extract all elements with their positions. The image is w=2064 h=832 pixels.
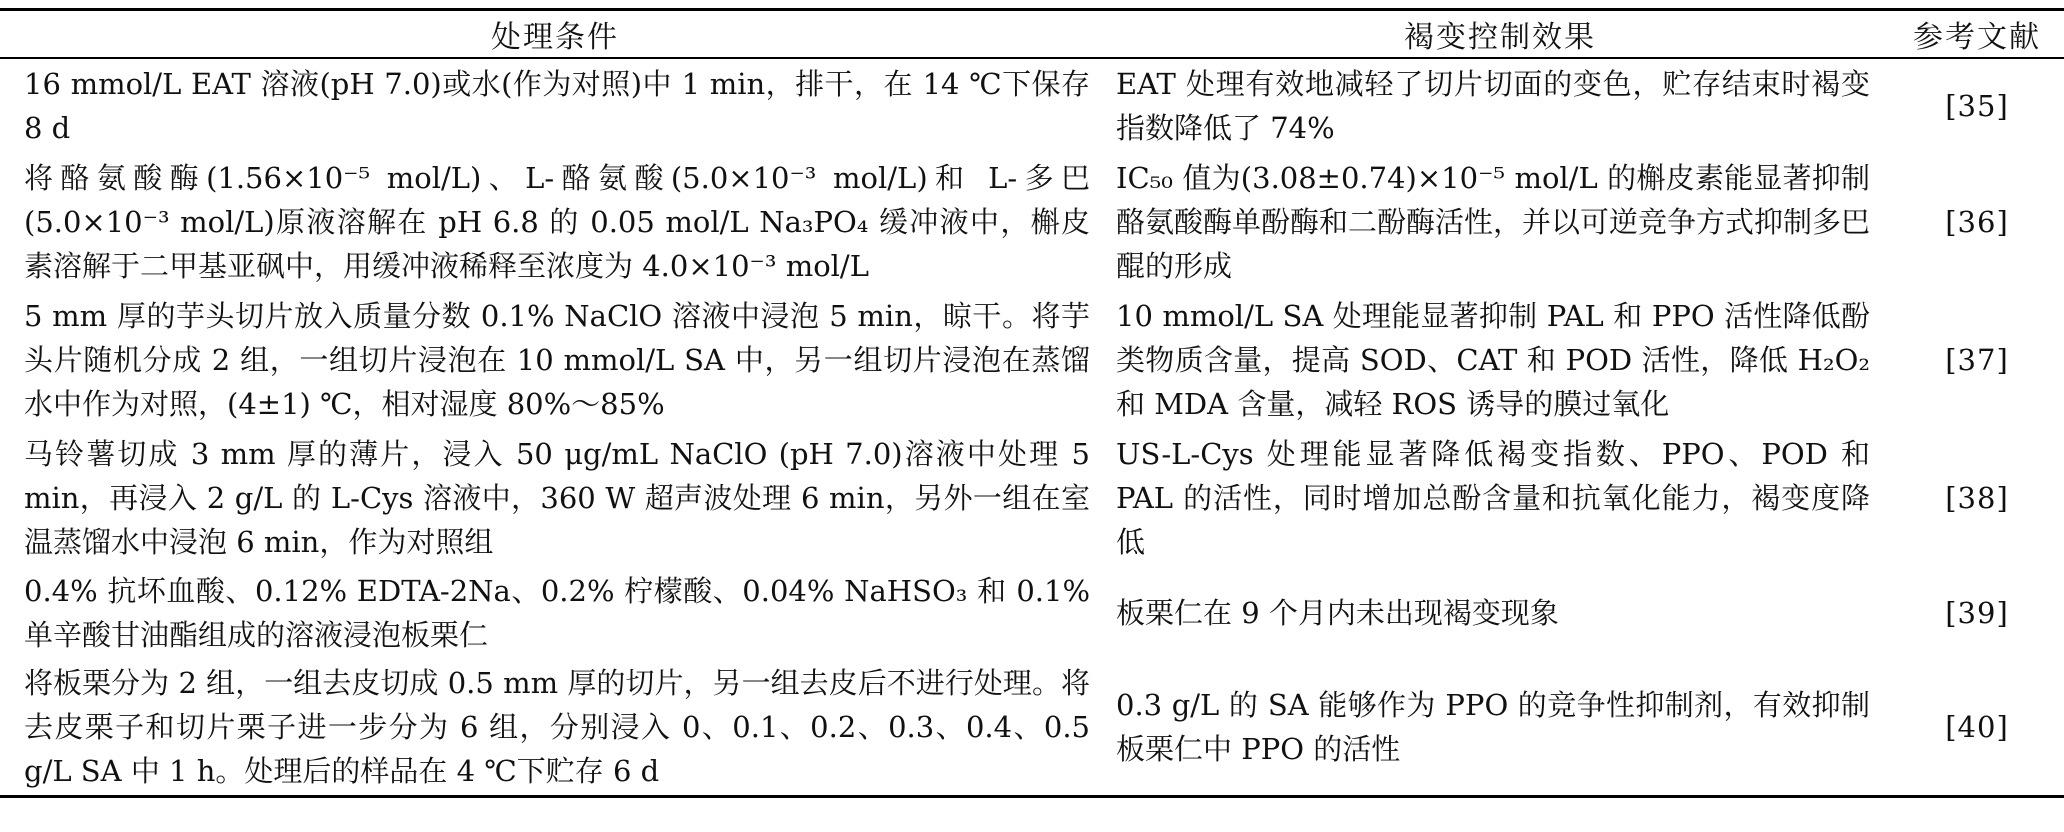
table-header-row <box>0 10 2064 59</box>
header-effect: 褐变控制效果 <box>1404 20 1596 55</box>
table-row <box>0 429 2064 567</box>
condition-cell: 0.4% 抗坏血酸、0.12% EDTA-2Na、0.2% 柠檬酸、0.04% NaHSO₃ 和 0.1% 单辛酸甘油酯组成的溶液浸泡板栗仁 <box>24 574 1090 652</box>
condition-cell: 马铃薯切成 3 mm 厚的薄片，浸入 50 μg/mL NaClO (pH 7.0)溶液中处理 5 min，再浸入 2 g/L 的 L-Cys 溶液中，360 W 超声波处理 6 min，另外一组在室温蒸馏水中浸泡 6 min，作为对照组 <box>24 437 1090 559</box>
table-row <box>0 153 2064 291</box>
condition-cell: 5 mm 厚的芋头切片放入质量分数 0.1% NaClO 溶液中浸泡 5 min，晾干。将芋头片随机分成 2 组，一组切片浸泡在 10 mmol/L SA 中，另一组切片浸泡在蒸馏水中作为对照，(4±1) ℃，相对湿度 80%～85% <box>24 299 1090 421</box>
table-row <box>0 58 2064 153</box>
effect-cell: 0.3 g/L 的 SA 能够作为 PPO 的竞争性抑制剂，有效抑制板栗仁中 PPO 的活性 <box>1116 688 1870 766</box>
reference-cell: [39] <box>1945 596 2009 630</box>
condition-cell: 将酪氨酸酶(1.56×10⁻⁵ mol/L)、L-酪氨酸(5.0×10⁻³ mol/L)和 L-多巴(5.0×10⁻³ mol/L)原液溶解在 pH 6.8 的 0.05 mol/L Na₃PO₄ 缓冲液中，槲皮素溶解于二甲基亚砜中，用缓冲液稀释至浓度为 4.0×10⁻³ mol/L <box>24 161 1090 283</box>
browning-control-table <box>0 8 2064 798</box>
condition-cell: 16 mmol/L EAT 溶液(pH 7.0)或水(作为对照)中 1 min，排干，在 14 ℃下保存 8 d <box>24 67 1090 145</box>
effect-cell: EAT 处理有效地减轻了切片切面的变色，贮存结束时褐变指数降低了 74% <box>1116 67 1870 145</box>
reference-cell: [40] <box>1945 710 2009 744</box>
reference-cell: [38] <box>1945 481 2009 515</box>
table-row <box>0 291 2064 429</box>
effect-cell: US-L-Cys 处理能显著降低褐变指数、PPO、POD 和 PAL 的活性，同时增加总酚含量和抗氧化能力，褐变度降低 <box>1116 437 1870 559</box>
header-condition: 处理条件 <box>491 20 619 55</box>
header-reference: 参考文献 <box>1913 20 2041 55</box>
condition-cell: 将板栗分为 2 组，一组去皮切成 0.5 mm 厚的切片，另一组去皮后不进行处理。将去皮栗子和切片栗子进一步分为 6 组，分别浸入 0、0.1、0.2、0.3、0.4、0.5 g/L SA 中 1 h。处理后的样品在 4 ℃下贮存 6 d <box>24 666 1090 788</box>
effect-cell: IC₅₀ 值为(3.08±0.74)×10⁻⁵ mol/L 的槲皮素能显著抑制酪氨酸酶单酚酶和二酚酶活性，并以可逆竞争方式抑制多巴醌的形成 <box>1116 161 1871 283</box>
table-row <box>0 659 2064 797</box>
table-row <box>0 567 2064 659</box>
reference-cell: [35] <box>1945 89 2009 123</box>
reference-cell: [36] <box>1945 205 2009 239</box>
reference-cell: [37] <box>1945 343 2009 377</box>
effect-cell: 板栗仁在 9 个月内未出现褐变现象 <box>1116 596 1559 630</box>
effect-cell: 10 mmol/L SA 处理能显著抑制 PAL 和 PPO 活性降低酚类物质含量，提高 SOD、CAT 和 POD 活性，降低 H₂O₂ 和 MDA 含量，减轻 ROS 诱导的膜过氧化 <box>1116 299 1870 421</box>
